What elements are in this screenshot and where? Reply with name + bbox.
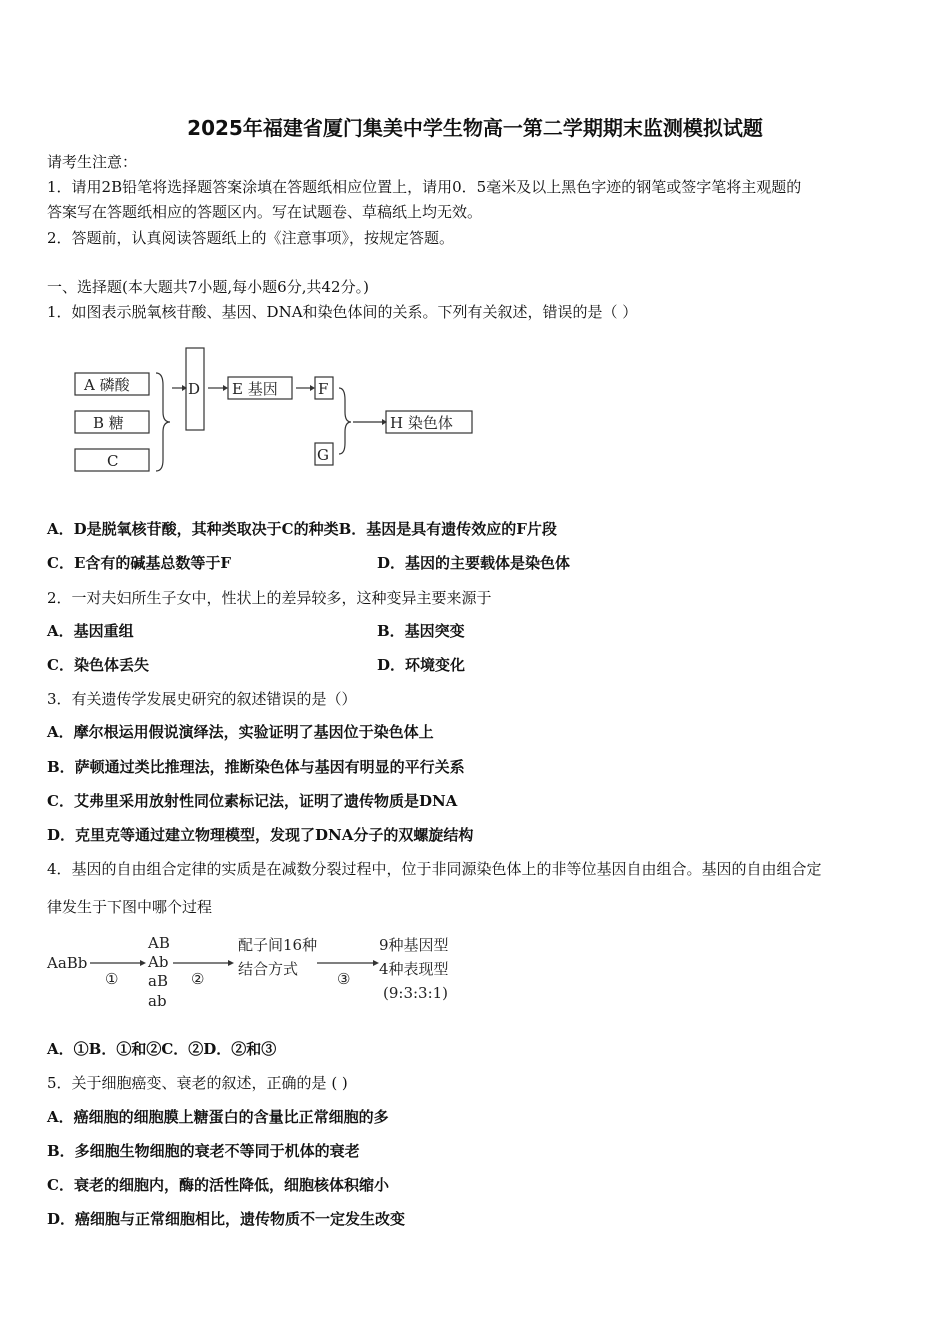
q4-result-1: 9种基因型	[379, 936, 449, 954]
q4-gamete-1: AB	[148, 934, 170, 952]
q4-diagram	[45, 928, 475, 1018]
q3-option-b: B．萨顿通过类比推理法，推断染色体与基因有明显的平行关系	[47, 758, 465, 776]
q3-option-c: C．艾弗里采用放射性同位素标记法，证明了遗传物质是DNA	[47, 792, 458, 810]
q4-mid-2: 结合方式	[238, 960, 299, 978]
q1-option-d: D．基因的主要载体是染色体	[377, 554, 571, 572]
q4-options: A．①B．①和②C．②D．②和③	[47, 1040, 277, 1058]
q4-step-2: ②	[191, 970, 205, 988]
q4-step-3: ③	[337, 970, 351, 988]
label-e: E 基因	[232, 380, 278, 398]
q4-parent: AaBb	[47, 954, 88, 972]
q4-gamete-2: Ab	[148, 953, 169, 971]
q1-stem: 1．如图表示脱氧核苷酸、基因、DNA和染色体间的关系。下列有关叙述，错误的是（ ）	[47, 303, 638, 321]
brace-abc	[156, 373, 170, 471]
q1-option-c: C．E含有的碱基总数等于F	[47, 554, 232, 572]
q2-stem: 2．一对夫妇所生子女中，性状上的差异较多，这种变异主要来源于	[47, 589, 492, 607]
q4-gamete-3: aB	[148, 972, 168, 990]
q5-option-d: D．癌细胞与正常细胞相比，遗传物质不一定发生改变	[47, 1210, 406, 1228]
q1-diagram	[60, 340, 490, 480]
q4-step-1: ①	[105, 970, 119, 988]
page-title: 2025年福建省厦门集美中学生物高一第二学期期末监测模拟试题	[187, 116, 763, 140]
notice-line-1a: 1．请用2B铅笔将选择题答案涂填在答题纸相应位置上，请用0．5毫米及以上黑色字迹的钢笔或签字笔将主观题的	[47, 178, 802, 196]
q4-mid-1: 配子间16种	[238, 936, 318, 954]
q5-stem: 5．关于细胞癌变、衰老的叙述，正确的是 ( )	[47, 1074, 348, 1092]
q2-option-d: D．环境变化	[377, 656, 466, 674]
q4-stem-2: 律发生于下图中哪个过程	[47, 898, 213, 916]
notice-heading: 请考生注意：	[47, 153, 138, 171]
label-c: C	[107, 452, 119, 470]
q4-stem-1: 4．基因的自由组合定律的实质是在减数分裂过程中，位于非同源染色体上的非等位基因自由组合。基因的自由组合定	[47, 860, 822, 878]
q3-option-d: D．克里克等通过建立物理模型，发现了DNA分子的双螺旋结构	[47, 826, 474, 844]
label-f: F	[318, 380, 329, 398]
q5-option-c: C．衰老的细胞内，酶的活性降低，细胞核体积缩小	[47, 1176, 389, 1194]
label-a: A 磷酸	[84, 376, 130, 394]
q4-result-2: 4种表现型	[379, 960, 449, 978]
q5-option-b: B．多细胞生物细胞的衰老不等同于机体的衰老	[47, 1142, 360, 1160]
q2-option-b: B．基因突变	[377, 622, 465, 640]
label-d: D	[188, 380, 201, 398]
brace-fg	[339, 388, 351, 454]
label-h: H 染色体	[390, 414, 453, 432]
q1-option-a-b: A．D是脱氧核苷酸，其种类取决于C的种类B．基因是具有遗传效应的F片段	[47, 520, 557, 538]
label-g: G	[317, 446, 329, 464]
q5-option-a: A．癌细胞的细胞膜上糖蛋白的含量比正常细胞的多	[47, 1108, 389, 1126]
q4-gamete-4: ab	[148, 992, 167, 1010]
q3-stem: 3．有关遗传学发展史研究的叙述错误的是（）	[47, 690, 357, 708]
notice-line-1b: 答案写在答题纸相应的答题区内。写在试题卷、草稿纸上均无效。	[47, 203, 483, 221]
q3-option-a: A．摩尔根运用假说演绎法，实验证明了基因位于染色体上	[47, 723, 434, 741]
q4-result-3: (9:3:3:1)	[383, 984, 449, 1002]
section-heading: 一、选择题(本大题共7小题,每小题6分,共42分。)	[47, 278, 369, 296]
label-b: B 糖	[93, 414, 124, 432]
q2-option-c: C．染色体丢失	[47, 656, 149, 674]
q2-option-a: A．基因重组	[47, 622, 134, 640]
notice-line-2: 2．答题前，认真阅读答题纸上的《注意事项》，按规定答题。	[47, 229, 455, 247]
